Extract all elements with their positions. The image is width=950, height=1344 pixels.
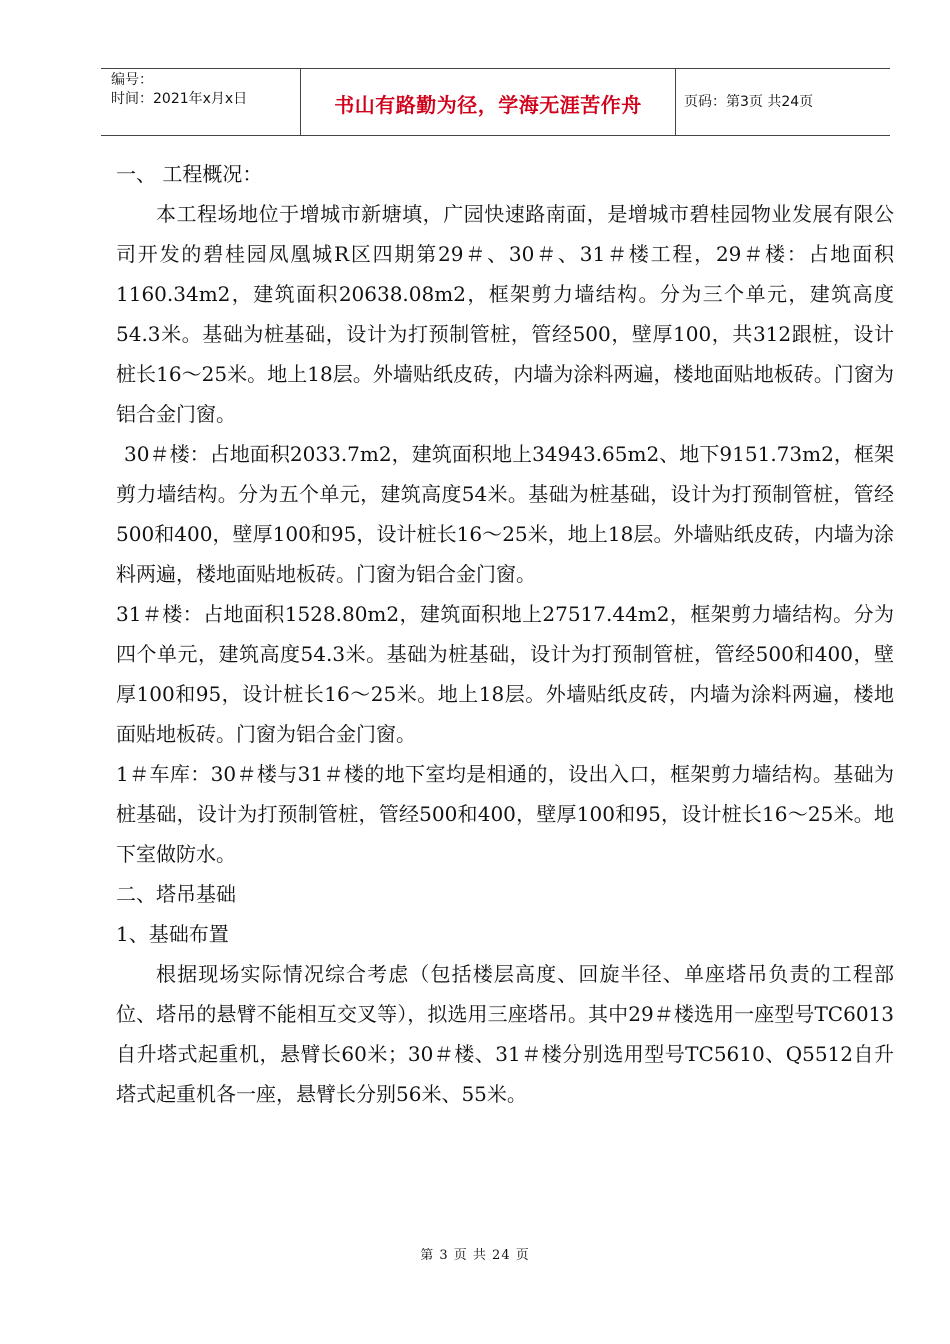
date-label: 时间：2021年x月x日 [111, 91, 248, 107]
header-right-cell [676, 69, 890, 135]
doc-number-label: 编号： [111, 72, 153, 88]
section-1-paragraph-3: 31＃楼：占地面积1528.80m2，建筑面积地上27517.44m2，框架剪力墙结构。分为四个单元，建筑高度54.3米。基础为桩基础，设计为打预制管桩，管经500和400，壁厚100和95，设计桩长16～25米。地上18层。外墙贴纸皮砖，内墙为涂料两遍，楼地面贴地板砖。门窗为铝合金门窗。 [116, 602, 894, 746]
document-body [116, 154, 894, 1114]
header-left-cell [101, 69, 301, 135]
section-1-title: 一、 工程概况： [116, 162, 263, 186]
header-page-info: 页码：第3页 共24页 [684, 94, 814, 110]
page-footer: 第 3 页 共 24 页 [420, 1248, 530, 1263]
section-1-paragraph-2: 30＃楼：占地面积2033.7m2，建筑面积地上34943.65m2、地下9151.73m2，框架剪力墙结构。分为五个单元，建筑高度54米。基础为桩基础，设计为打预制管桩，管经500和400，壁厚100和95，设计桩长16～25米，地上18层。外墙贴纸皮砖，内墙为涂料两遍，楼地面贴地板砖。门窗为铝合金门窗。 [116, 442, 894, 586]
section-1-paragraph-1: 本工程场地位于增城市新塘填，广园快速路南面，是增城市碧桂园物业发展有限公司开发的碧桂园凤凰城R区四期第29＃、30＃、31＃楼工程，29＃楼：占地面积1160.34m2，建筑面积20638.08m2，框架剪力墙结构。分为三个单元，建筑高度54.3米。基础为桩基础，设计为打预制管桩，管经500，壁厚100，共312跟桩，设计桩长16～25米。地上18层。外墙贴纸皮砖，内墙为涂料两遍，楼地面贴地板砖。门窗为铝合金门窗。 [116, 202, 894, 426]
section-2-title: 二、塔吊基础 [116, 882, 236, 906]
header-motto: 书山有路勤为径，学海无涯苦作舟 [334, 93, 642, 117]
header-middle-cell [301, 69, 676, 135]
section-2-subtitle-1: 1、基础布置 [116, 922, 229, 946]
section-1-paragraph-4: 1＃车库：30＃楼与31＃楼的地下室均是相通的，设出入口，框架剪力墙结构。基础为桩基础，设计为打预制管桩，管经500和400，壁厚100和95，设计桩长16～25米。地下室做防水。 [116, 762, 894, 866]
section-2-paragraph-1: 根据现场实际情况综合考虑（包括楼层高度、回旋半径、单座塔吊负责的工程部位、塔吊的悬臂不能相互交叉等），拟选用三座塔吊。其中29＃楼选用一座型号TC6013自升塔式起重机，悬臂长60米；30＃楼、31＃楼分别选用型号TC5610、Q5512自升塔式起重机各一座，悬臂长分别56米、55米。 [116, 962, 894, 1106]
page-header [101, 68, 890, 136]
